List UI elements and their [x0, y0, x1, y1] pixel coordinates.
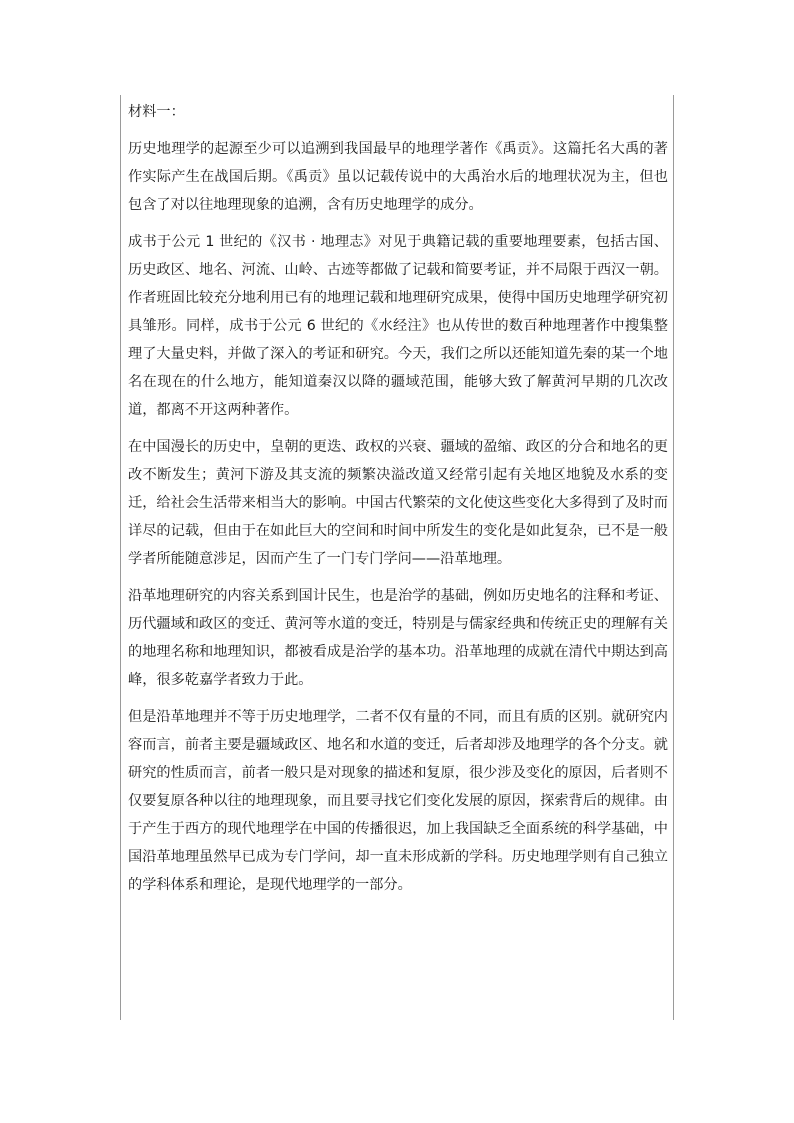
- paragraph-1: 历史地理学的起源至少可以追溯到我国最早的地理学著作《禹贡》。这篇托名大禹的著作实际产生在战国后期。《禹贡》虽以记载传说中的大禹治水后的地理状况为主，但也包含了对以往地理现象的追溯，含有历史地理学的成分。: [128, 141, 668, 213]
- paragraph-5: 但是沿革地理并不等于历史地理学，二者不仅有量的不同，而且有质的区别。就研究内容而言，前者主要是疆域政区、地名和水道的变迁，后者却涉及地理学的各个分支。就研究的性质而言，前者一般只是对现象的描述和复原，很少涉及变化的原因，后者则不仅要复原各种以往的地理现象，而且要寻找它们变化发展的原因，探索背后的规律。由于产生于西方的现代地理学在中国的传播很迟，加上我国缺乏全面系统的科学基础，中国沿革地理虽然早已成为专门学问，却一直未形成新的学科。历史地理学则有自己独立的学科体系和理论，是现代地理学的一部分。: [128, 709, 668, 893]
- paragraph-3: 在中国漫长的历史中，皇朝的更迭、政权的兴衰、疆域的盈缩、政区的分合和地名的更改不断发生；黄河下游及其支流的频繁决溢改道又经常引起有关地区地貌及水系的变迁，给社会生活带来相当大的影响。中国古代繁荣的文化使这些变化大多得到了及时而详尽的记载，但由于在如此巨大的空间和时间中所发生的变化是如此复杂，已不是一般学者所能随意涉足，因而产生了一门专门学问——沿革地理。: [128, 439, 668, 567]
- paragraph-2: 成书于公元 1 世纪的《汉书 · 地理志》对见于典籍记载的重要地理要素，包括古国、历史政区、地名、河流、山岭、古迹等都做了记载和简要考证，并不局限于西汉一朝。作者班固比较充分地利用已有的地理记载和地理研究成果，使得中国历史地理学研究初具雏形。同样，成书于公元 6 世纪的《水经注》也从传世的数百种地理著作中搜集整理了大量史料，并做了深入的考证和研究。今天，我们之所以还能知道先秦的某一个地名在现在的什么地方，能知道秦汉以降的疆域范围，能够大致了解黄河早期的几次改道，都离不开这两种著作。: [128, 234, 668, 418]
- right-border-line: [673, 95, 674, 1020]
- paragraph-4: 沿革地理研究的内容关系到国计民生，也是治学的基础，例如历史地名的注释和考证、历代疆域和政区的变迁、黄河等水道的变迁，特别是与儒家经典和传统正史的理解有关的地理名称和地理知识，都被看成是治学的基本功。沿革地理的成就在清代中期达到高峰，很多乾嘉学者致力于此。: [128, 588, 668, 688]
- material-heading: 材料一：: [128, 104, 185, 120]
- left-border-line: [120, 95, 121, 1020]
- document-body: [128, 98, 668, 908]
